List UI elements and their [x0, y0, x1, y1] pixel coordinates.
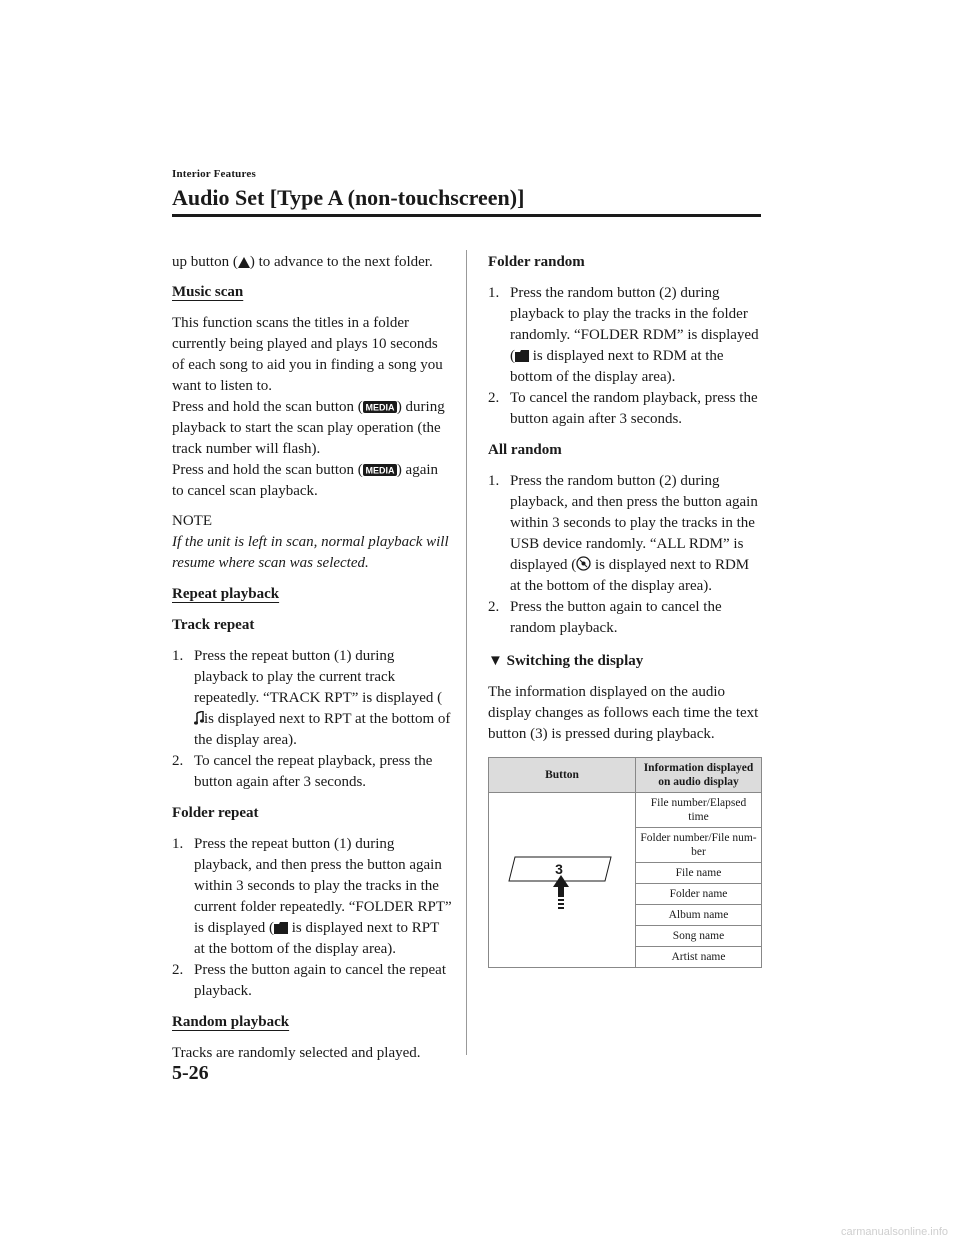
table-cell: File name — [636, 863, 762, 884]
list-item: 2. Press the button again to cancel the repeat playback. — [172, 962, 446, 999]
right-column — [488, 252, 763, 968]
random-heading: Random playback — [172, 1014, 290, 1030]
column-divider — [466, 250, 467, 1055]
page-title: Audio Set [Type A (non-touchscreen)] — [172, 185, 525, 210]
list-item: 1. Press the repeat button (1) during playback to play the current track repeatedly. “TRACK RPT” is displayed (is displayed next to RPT at the bottom of the display area). — [172, 648, 451, 748]
switching-display-text: The information displayed on the audio display changes as follows each time the text button (3) is pressed during playback. — [488, 684, 759, 742]
table-cell: Song name — [636, 926, 762, 947]
list-item: 1. Press the random button (2) during playback, and then press the button again within 3 seconds to play the tracks in the USB device randomly. “ALL RDM” is displayed ( is displayed next to RDM at the bottom of the display area). — [488, 473, 758, 594]
note-label: NOTE — [172, 513, 212, 529]
table-cell: Artist name — [636, 947, 762, 968]
note-text: If the unit is left in scan, normal playback will resume where scan was selected. — [172, 534, 449, 571]
text-button-illustration — [489, 793, 636, 968]
folder-icon — [274, 922, 288, 934]
media-button-icon — [363, 401, 397, 413]
media-button-icon — [363, 464, 397, 476]
list-item: 2. To cancel the random playback, press the button again after 3 seconds. — [488, 390, 758, 427]
svg-text:MEDIA: MEDIA — [365, 465, 395, 476]
text-button-icon — [507, 847, 617, 909]
section-label: Interior Features — [172, 168, 256, 180]
list-item: 1. Press the repeat button (1) during playback, and then press the button again within 3 seconds to play the tracks in the current folder repeatedly. “FOLDER RPT” is displayed ( is displayed next to RPT at the bottom of the display area). — [172, 836, 452, 957]
page-number: 5-26 — [172, 1062, 209, 1084]
list-item: 1. Press the random button (2) during playback to play the tracks in the folder randomly. “FOLDER RDM” is displayed ( is displayed next to RDM at the bottom of the display area). — [488, 285, 759, 385]
table-header-info: Information displayed on audio display — [636, 758, 762, 793]
folder-repeat-steps — [172, 834, 452, 1002]
svg-text:MEDIA: MEDIA — [365, 402, 395, 413]
table-header-button: Button — [489, 758, 636, 793]
all-random-steps — [488, 471, 763, 639]
all-random-heading: All random — [488, 442, 562, 458]
repeat-heading: Repeat playback — [172, 586, 280, 602]
table-cell: Album name — [636, 905, 762, 926]
down-triangle-icon: ▼ — [488, 653, 503, 669]
table-cell: File number/Elapsed time — [636, 793, 762, 828]
folder-repeat-heading: Folder repeat — [172, 805, 259, 821]
display-info-table — [488, 757, 762, 968]
watermark: carmanualsonline.info — [840, 1226, 948, 1238]
music-scan-heading: Music scan — [172, 284, 244, 300]
music-scan-para1: This function scans the titles in a folder currently being played and plays 10 seconds of each song to aid you in finding a song you want to listen to. — [172, 315, 443, 394]
music-scan-para3: Press and hold the scan button ( MEDIA ) again to cancel scan playback. — [172, 462, 439, 499]
table-cell: Folder name — [636, 884, 762, 905]
track-repeat-heading: Track repeat — [172, 617, 255, 633]
header-rule — [172, 214, 761, 217]
switching-display-heading: ▼ Switching the display — [488, 653, 644, 669]
music-note-icon — [194, 711, 204, 725]
table-row — [489, 793, 762, 828]
folder-icon — [515, 350, 529, 362]
disc-icon — [576, 556, 591, 571]
up-triangle-icon — [238, 257, 250, 268]
folder-random-steps — [488, 283, 763, 430]
header-section — [172, 168, 256, 180]
folder-random-heading: Folder random — [488, 254, 585, 270]
button-number-label: 3 — [555, 861, 563, 877]
list-item: 2. To cancel the repeat playback, press the button again after 3 seconds. — [172, 753, 433, 790]
table-cell: Folder number/File num-ber — [636, 828, 762, 863]
intro-paragraph: up button ( ) to advance to the next folder. — [172, 254, 433, 270]
left-column — [172, 252, 452, 1073]
list-item: 2. Press the button again to cancel the random playback. — [488, 599, 722, 636]
track-repeat-steps — [172, 646, 452, 793]
random-text: Tracks are randomly selected and played. — [172, 1045, 421, 1061]
music-scan-para2: Press and hold the scan button ( MEDIA ) during playback to start the scan play operation (the track number will flash). — [172, 399, 445, 457]
